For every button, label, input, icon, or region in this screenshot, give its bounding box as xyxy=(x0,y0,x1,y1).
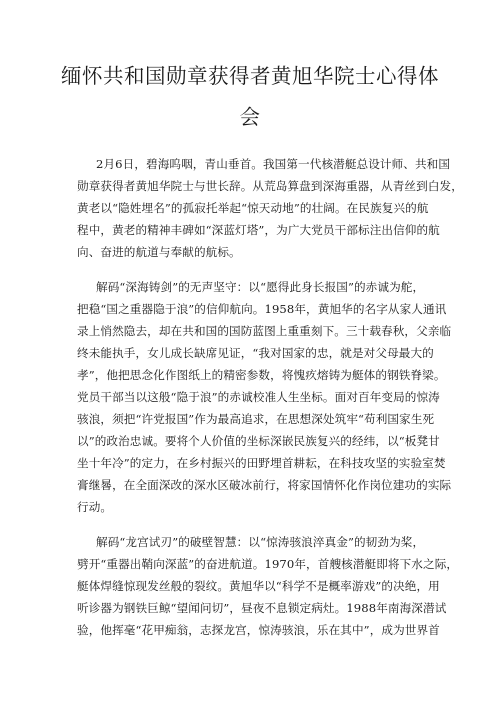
paragraph-line: 行动。 xyxy=(77,500,113,514)
paragraph-line: 验，他挥毫“花甲痴翁，志探龙宫，惊涛骇浪，乐在其中”，成为世界首 xyxy=(77,623,440,637)
paragraph-line: 听诊器为钢铁巨鲸“望闻问切”，昼夜不息锁定病灶。1988年南海深潜试 xyxy=(77,601,447,615)
document-title-line-2: 会 xyxy=(239,105,261,129)
paragraph-line: 党员干部当以这般“隐于浪”的赤诚校准人生坐标。面对百年变局的惊涛 xyxy=(77,390,440,404)
paragraph-line: 坐十年冷”的定力，在乡村振兴的田野埋首耕耘，在科技攻坚的实验室焚 xyxy=(77,456,446,470)
paragraph-line: 程中，黄老的精神丰碑如“深蓝灯塔”，为广大党员干部标注出信仰的航 xyxy=(77,223,440,237)
paragraph-line: 向、奋进的航道与奉献的航标。 xyxy=(77,245,241,259)
paragraph-line: 把稳“国之重器隐于浪”的信仰航向。1958年，黄旭华的名字从家人通讯 xyxy=(77,302,447,316)
paragraph-line: 解码“龙宫试刃”的破壁智慧：以“惊涛骇浪淬真金”的韧劲为桨， xyxy=(96,535,425,549)
paragraph-line: 黄老以“隐姓埋名”的孤寂托举起“惊天动地”的壮阔。在民族复兴的航 xyxy=(77,201,429,215)
paragraph-line: 勋章获得者黄旭华院士与世长辞。从荒岛算盘到深海重器，从青丝到白发， xyxy=(77,179,463,193)
paragraph-line: 2月6日，碧海呜咽，青山垂首。我国第一代核潜艇总设计师、共和国 xyxy=(96,157,451,171)
paragraph-line: 孝”，他把思念化作图纸上的精密参数，将愧疚熔铸为艇体的钢铁脊梁。 xyxy=(77,368,446,382)
paragraph-line: 骇浪，须把“许党报国”作为最高追求，在思想深处筑牢“苟利国家生死 xyxy=(77,412,435,426)
paragraph-line: 终未能执手，女儿成长缺席见证，“我对国家的忠，就是对父母最大的 xyxy=(77,346,434,360)
paragraph-line: 劈开“重器出鞘向深蓝”的奋进航道。1970年，首艘核潜艇即将下水之际， xyxy=(77,557,459,571)
document-title-line-1: 缅怀共和国勋章获得者黄旭华院士心得体 xyxy=(61,64,439,88)
paragraph-line: 录上悄然隐去，却在共和国的国防蓝图上重重刻下。三十载春秋，父亲临 xyxy=(77,324,452,338)
paragraph-line: 膏继晷，在全面深改的深水区破冰前行，将家国情怀化作岗位建功的实际 xyxy=(77,478,452,492)
paragraph-line: 解码“深海铸剑”的无声坚守：以“愿得此身长报国”的赤诚为舵， xyxy=(96,280,425,294)
paragraph-line: 以”的政治忠诚。要将个人价值的坐标深嵌民族复兴的经纬，以“板凳甘 xyxy=(77,434,440,448)
paragraph-line: 艇体焊缝惊现发丝般的裂纹。黄旭华以“科学不是概率游戏”的决绝，用 xyxy=(77,579,440,593)
